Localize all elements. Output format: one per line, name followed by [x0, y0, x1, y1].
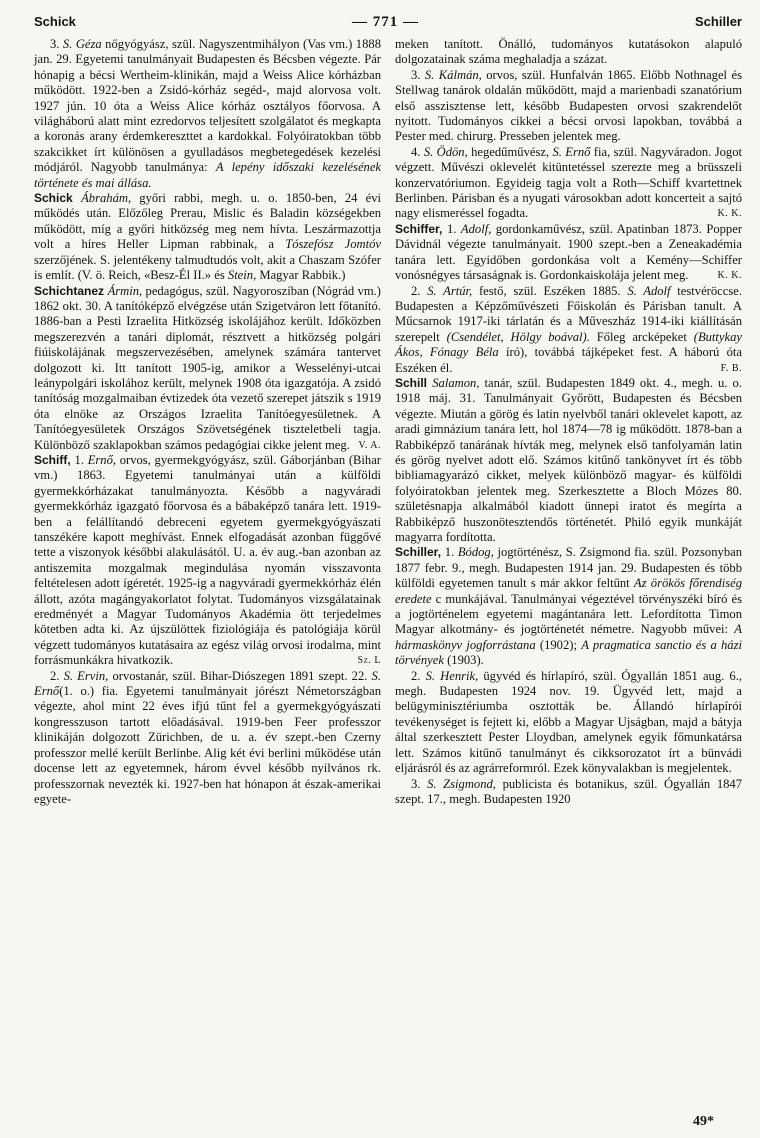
- body-text: gordonkaművész, szül. Apatinban 1873. Popper Dávidnál végezte tanulmányait. 1900 szept.-ben a Zeneakadémia tanára lett. Egyidőben gordonkása volt a Kemény—Schiffer vonósnégyes társaságnak is. Gordonkaiskolája jelent meg.: [395, 221, 743, 283]
- body-text: 3.: [411, 776, 428, 791]
- text-columns: [34, 37, 742, 807]
- italic-text: Salamon,: [432, 375, 480, 390]
- entry-paragraph: [395, 669, 742, 777]
- italic-text: A lepény időszaki kezelésének története és mai állása.: [34, 160, 382, 190]
- author-initials: V. A.: [358, 439, 381, 451]
- body-text: orvos, szül. Hunfalván 1865. Előbb Nothnagel és Stellwag tanárok oldalán működött, majd a marienbadi szanatórium első asszisztense lett, később Budapesten orvosi szakrendelőt nyitott. Tudományos cikkei a bécsi orvosi lapokban, továbbá a Pester med. chirurg. Presseben jelentek meg.: [395, 67, 742, 144]
- italic-text: S. Ernő: [552, 144, 591, 159]
- entry-headword: Schichtanez: [34, 283, 108, 298]
- author-initials: Sz. L: [357, 655, 381, 667]
- left-column: [34, 37, 381, 807]
- italic-text: Ármin,: [107, 283, 143, 298]
- italic-text: S. Géza: [62, 37, 102, 51]
- body-text: 1.: [444, 545, 458, 560]
- entry-paragraph: [395, 68, 742, 145]
- italic-text: Bódog,: [457, 545, 494, 560]
- italic-text: S. Artúr,: [427, 283, 473, 298]
- body-text: c munkájával. Tanulmányai végeztével törvényszéki bíró és a jogtörténelem egyetemi magántanára lett. Lefordította Timon Magyar alkotmány- és jogtörténetét németre. Nagyobb művei:: [395, 591, 742, 637]
- italic-text: Tószefósz Jomtóv: [285, 237, 381, 252]
- entry-paragraph: [34, 284, 381, 453]
- body-text: nőgyógyász, szül. Nagyszentmihályon (Vas vm.) 1888 jan. 29. Egyetemi tanulmányait Budapesten és Bécsben végezte. Pár hónapig a bécsi Wertheim-klinikán, majd a Weiss Alice kórházban működött. 1922-ben a Zsidó-kórház segéd-, majd alorvosa volt. 1927 jún. 10 óta a Weiss Alice kórház osztályos főorvosa. A világháború alatt mint ezredorvos teljesített szolgálatot és megkapta a koronás arany érdemkereszttet a kardokkal. Folyóiratokban több szakcikket írt különösen a gyulladásos megbetegedések kezelési módjáról. Nagyobb tanulmánya:: [34, 37, 381, 175]
- italic-text: Adolf,: [460, 221, 492, 236]
- body-text: fia, szül. Nagyváradon. Jogot végzett. Művészi oklevelét kitüntetéssel szerezte meg a brüsszeli konzervatóriumon. Egyideig tagja volt a Roth—Schiff kvartettnek Berlinben. Párisban és a nyugati városokban adott koncerteit a sajtó nagy elismeréssel fogadta.: [395, 144, 743, 221]
- body-text: író), továbbá tájképeket fest. A háború óta Eszéken él.: [395, 345, 742, 375]
- italic-text: (Csendélet, Hölgy boával).: [446, 329, 590, 344]
- italic-text: S. Ernő: [34, 668, 381, 699]
- author-initials: K. K.: [717, 270, 742, 282]
- italic-text: S. Ervin,: [63, 668, 109, 683]
- body-text: publicista és botanikus, szül. Ógyallán 1847 szept. 17., megh. Budapesten 1920: [395, 776, 743, 806]
- author-initials: F. B.: [720, 362, 742, 374]
- author-initials: K. K.: [717, 208, 742, 220]
- body-text: festő, szül. Eszéken 1885.: [472, 283, 628, 298]
- entry-paragraph: [395, 222, 742, 284]
- body-text: 2.: [411, 283, 428, 298]
- body-text: 2.: [50, 668, 64, 683]
- entry-paragraph: [34, 669, 381, 808]
- body-text: (1903).: [443, 653, 484, 668]
- entry-paragraph: [34, 191, 381, 283]
- italic-text: Ernő,: [87, 452, 117, 467]
- italic-text: A pragmatica sanctio és a házi törvények: [395, 637, 743, 668]
- body-text: 1.: [74, 452, 88, 467]
- entry-headword: Schick: [34, 191, 82, 206]
- entry-paragraph: [395, 376, 742, 545]
- body-text: győri rabbi, megh. u. o. 1850-ben, 24 évi működés után. Előzőleg Prerau, Mislic és Baladin községekben működött, míg a győri hitközség meg nem hívta. Leszármazottja volt a híres Heller Lipman rabbinak, a: [34, 191, 381, 252]
- entry-headword: Schill: [395, 375, 433, 390]
- italic-text: Az örökös főrendiség eredete: [395, 576, 743, 606]
- entry-paragraph: [395, 145, 742, 222]
- body-text: Főleg arcképeket: [589, 329, 694, 344]
- running-header: [34, 14, 742, 31]
- body-text: jogtörténész, S. Zsigmond fia. szül. Pozsonyban 1877 febr. 9., megh. Budapesten 1914 jan. 29. Budapesten és több külföldi egyetemen tanult s már akkor feltűnt: [395, 545, 742, 591]
- italic-text: S. Henrik,: [425, 668, 479, 683]
- italic-text: Ábrahám,: [81, 191, 132, 206]
- italic-text: Stein,: [227, 268, 257, 283]
- italic-text: S. Kálmán,: [424, 67, 482, 82]
- header-left-word: Schick: [34, 14, 76, 29]
- body-text: hegedűművész,: [467, 144, 553, 159]
- entry-headword: Schiff,: [34, 452, 75, 467]
- body-text: szerzőjének. S. jelentékeny talmudtudós volt, akit a Chaszam Szófer is említ. (V. ö. Reich, «Besz-Él II.» és: [34, 252, 381, 283]
- body-text: 2.: [411, 668, 426, 683]
- entry-paragraph: [395, 545, 742, 668]
- body-text: testvéröccse. Budapesten a Képzőművészeti Főiskolán és Párisban tanult. A Műcsarnok 1917-iki tárlatán és a Műveszház 1914-iki kiállításán szerepelt: [395, 283, 742, 344]
- entry-paragraph: [34, 453, 381, 669]
- body-text: orvos, gyermekgyógyász, szül. Gáborjánban (Bihar vm.) 1863. Egyetemi tanulmányai után a külföldi gyermekkórházakat tanulmányozta. Később a nagyváradi gyermekkórház igazgató főorvosa és a bábaképző tanára lett. 1919-ben a felállítandó debreceni egyetem gyermekgyógyászati tanszékére kapott meghívást. Ennek elfogadását azonban függővé tette a viszonyok későbbi alakulásától. U. a. év aug.-ban azonban az antiszemita mozgalmak megindulása nyomán visszavonta feltételesen adott ígéretét. 1925-ig a nagyváradi gyermekkórház élén állott, azóta magángyakorlatot folytat. Tudományos vizsgálatainak eredményét a Magyar Tudományos Akadémia ött terjedelmes kötetben adta ki. Az újszülöttek fiziológiája és patológiája körül végzett tudományos kutatásaira az egész világ orvosi irodalma, mint forrásmunkákra hivatkozik.: [34, 452, 381, 668]
- italic-text: S. Zsigmond,: [427, 776, 496, 791]
- body-text: 3.: [411, 67, 425, 82]
- italic-text: (Buttykay Ákos, Fónagy Béla: [395, 329, 742, 360]
- entry-headword: Schiller,: [395, 545, 445, 560]
- entry-paragraph: [34, 37, 381, 191]
- body-text: 3.: [50, 37, 63, 51]
- italic-text: S. Ödön,: [423, 144, 468, 159]
- body-text: ügyvéd és hírlapíró, szül. Ógyallán 1851 aug. 6., megh. Budapesten 1924 nov. 19. Ügyvéd lett, majd a belügyminisztériumba osztották be. Állandó hírlapírói tevékenységet is fejtett ki, előbb a Magyar Ujságban, majd a bátyja által szerkesztett Pester Lloydban, amelynek egyik főmunkatársa lett. Számos kitűnő tanulmányt és cikksorozatot írt a bünvádi eljárásról és az agrárreformról. Ezek könyvalakban is megjelentek.: [395, 668, 743, 776]
- right-column: [395, 37, 742, 807]
- entry-paragraph: [395, 777, 742, 808]
- body-text: Magyar Rabbik.): [256, 268, 346, 283]
- body-text: orvostanár, szül. Bihar-Diószegen 1891 szept. 22.: [108, 668, 372, 683]
- entry-paragraph: [395, 284, 742, 376]
- body-text: (1. o.) fia. Egyetemi tanulmányait jórészt Németországban végezte, ahol mint 22 éves ifjú tűnt fel a gyermekgyógyászati kongresszuson tartott előadásával. 1919-ben Feer professzor klinikáján dolgozott Zürichben, de u. a. év szept.-ben Czerny professzor mellé került Berlinbe. Alig két évi berlini működése után docense lett az egyetemnek, három évvel később nyilvános rk. professzornak nevezték ki. 1927-ben hat hónapon át észak-amerikai egyete-: [34, 684, 381, 806]
- body-text: meken tanított. Önálló, tudományos kutatásokon alapuló dolgozatainak száma meghaladja a százat.: [395, 37, 742, 67]
- body-text: pedagógus, szül. Nagyoroszíban (Nógrád vm.) 1862 okt. 30. A tanítóképző elvégzése után Szigetváron lett főtanító. 1886-ban a Pesti Izraelita Hitközség iskolájához került. Időközben megszerezvén a tanári diplomát, résztvett a hitközség polgári fiúiskolájának megszervezésében, amelynek számára tantervet dolgozott ki. Itt tanított 1905-ig, amikor a Wesselényi-utcai leánypolgári iskolához került, melynek 1908 óta igazgatója. A zsidó tanítóság mozgalmaiban évtizedek óta vezető szerepet játszik s 1919 óta elnöke az Országos Izraelita Tanítóegyesületnek. A Tanítóegyesületek Országos Szövetségének tiszteletbeli tagja. Különböző szaklapokban számos pedagógiai cikke jelent meg.: [34, 283, 382, 452]
- body-text: 4.: [411, 144, 424, 159]
- body-text: tanár, szül. Budapesten 1849 okt. 4., megh. u. o. 1918 máj. 31. Tanulmányait Győrött, Budapesten és Bécsben végezte. Miután a görög és latin nyelvből tanári oklevelet kapott, az aradi gimnázium tanára lett, hol 1874—78 ig működött. 1878-ban a Rabbiképző tanárának hívták meg, melynek első tanfolyamán latin és görög nyelvet adott elő. Számos kitűnő tankönyvet írt és több bibliamagyarázó cikket, melyek különböző magyar- és külföldi folyóiratokban jelentek meg. Szerkesztette a Bloch Mózes 80. születésnapja alkalmából kiadott ünnepi iratot és megírta a Rabbiképző huszonötesztendős történetét. Philó egyik munkáját magyarra fordította.: [395, 375, 742, 544]
- entry-headword: Schiffer,: [395, 221, 447, 236]
- body-text: 1.: [447, 221, 461, 236]
- signature-mark: 49*: [693, 1114, 714, 1129]
- body-text: (1902);: [535, 637, 582, 652]
- italic-text: S. Adolf: [627, 283, 671, 298]
- header-right-word: Schiller: [695, 14, 742, 29]
- italic-text: A hármaskönyv jogforrástana: [395, 622, 742, 652]
- entry-paragraph: [395, 37, 742, 68]
- page-number: — 771 —: [351, 14, 419, 30]
